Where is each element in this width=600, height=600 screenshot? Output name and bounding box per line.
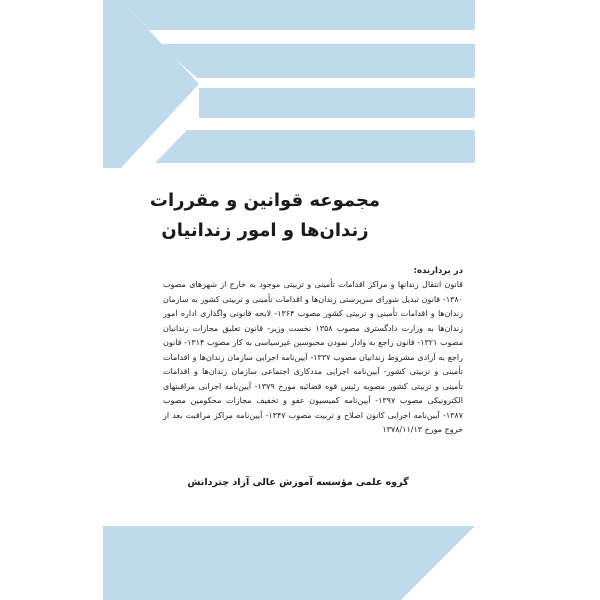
cover-stripe-3 [155,130,475,163]
book-contents-text: قانون انتقال زندانها و مراکز اقدامات تأمینی و تربیتی موجود به خارج از شهرهای مصوب ۱۳۸۰- قانون تبدیل شورای سرپرستی زندان‌ها و اقدامات تأمینی و تربیتی کشور به سازمان زندان‌ها و اقدامات تأمینی و تربیتی کشور مصوب ۱۳۶۴- لایحه قانونی واگذاری اداره امور زندان‌ها به وزارت دادگستری مصوب ۱۳۵۸ نخست وزیر- قانون تعلیق مجازات زندانیان مصوب ۱۳۲۱- قانون راجع به وادار نمودن محبوسین غیرسیاسی به کار مصوب ۱۳۱۴- قانون راجع به آزادی مشروط زندانیان مصوب ۱۳۳۷- آیین‌نامه اجرایی سازمان زندان‌ها و اقدامات تأمینی و تربیتی کشور- آیین‌نامه اجرایی مددکاری اجتماعی سازمان زندان‌ها و اقدامات تأمینی و تربیتی کشور مصوبه رئیس قوه قضائیه مورخ ۱۳۷۹- آیین‌نامه اجرایی مراقبتهای الکترونیکی مصوب ۱۳۹۷- آیین‌نامه کمیسیون عفو و تخفیف مجازات محکومین مصوب ۱۳۸۷- آیین‌نامه اجرایی کانون اصلاح و تربیت مصوب ۱۳۴۷- آیین‌نامه مراکز مراقبت بعد از خروج مورخ ۱۳۷۸/۱۱/۱۳ [163,280,463,434]
cover-top-band [121,0,475,30]
cover-stripe-1 [159,44,475,78]
book-title [103,186,475,246]
publisher-name: گروه علمی مؤسسه آموزش عالی آزاد چتردانش [187,477,409,488]
cover-bottom-band [103,526,475,600]
book-title-line-2: زندان‌ها و امور زندانیان [161,220,369,241]
cover-stripe-2 [199,88,475,118]
book-title-line-1: مجموعه قوانین و مقررات [149,190,381,211]
book-contents-section [163,265,463,438]
book-cover [103,0,475,600]
book-contents-label: در بردارنده: [413,266,463,276]
